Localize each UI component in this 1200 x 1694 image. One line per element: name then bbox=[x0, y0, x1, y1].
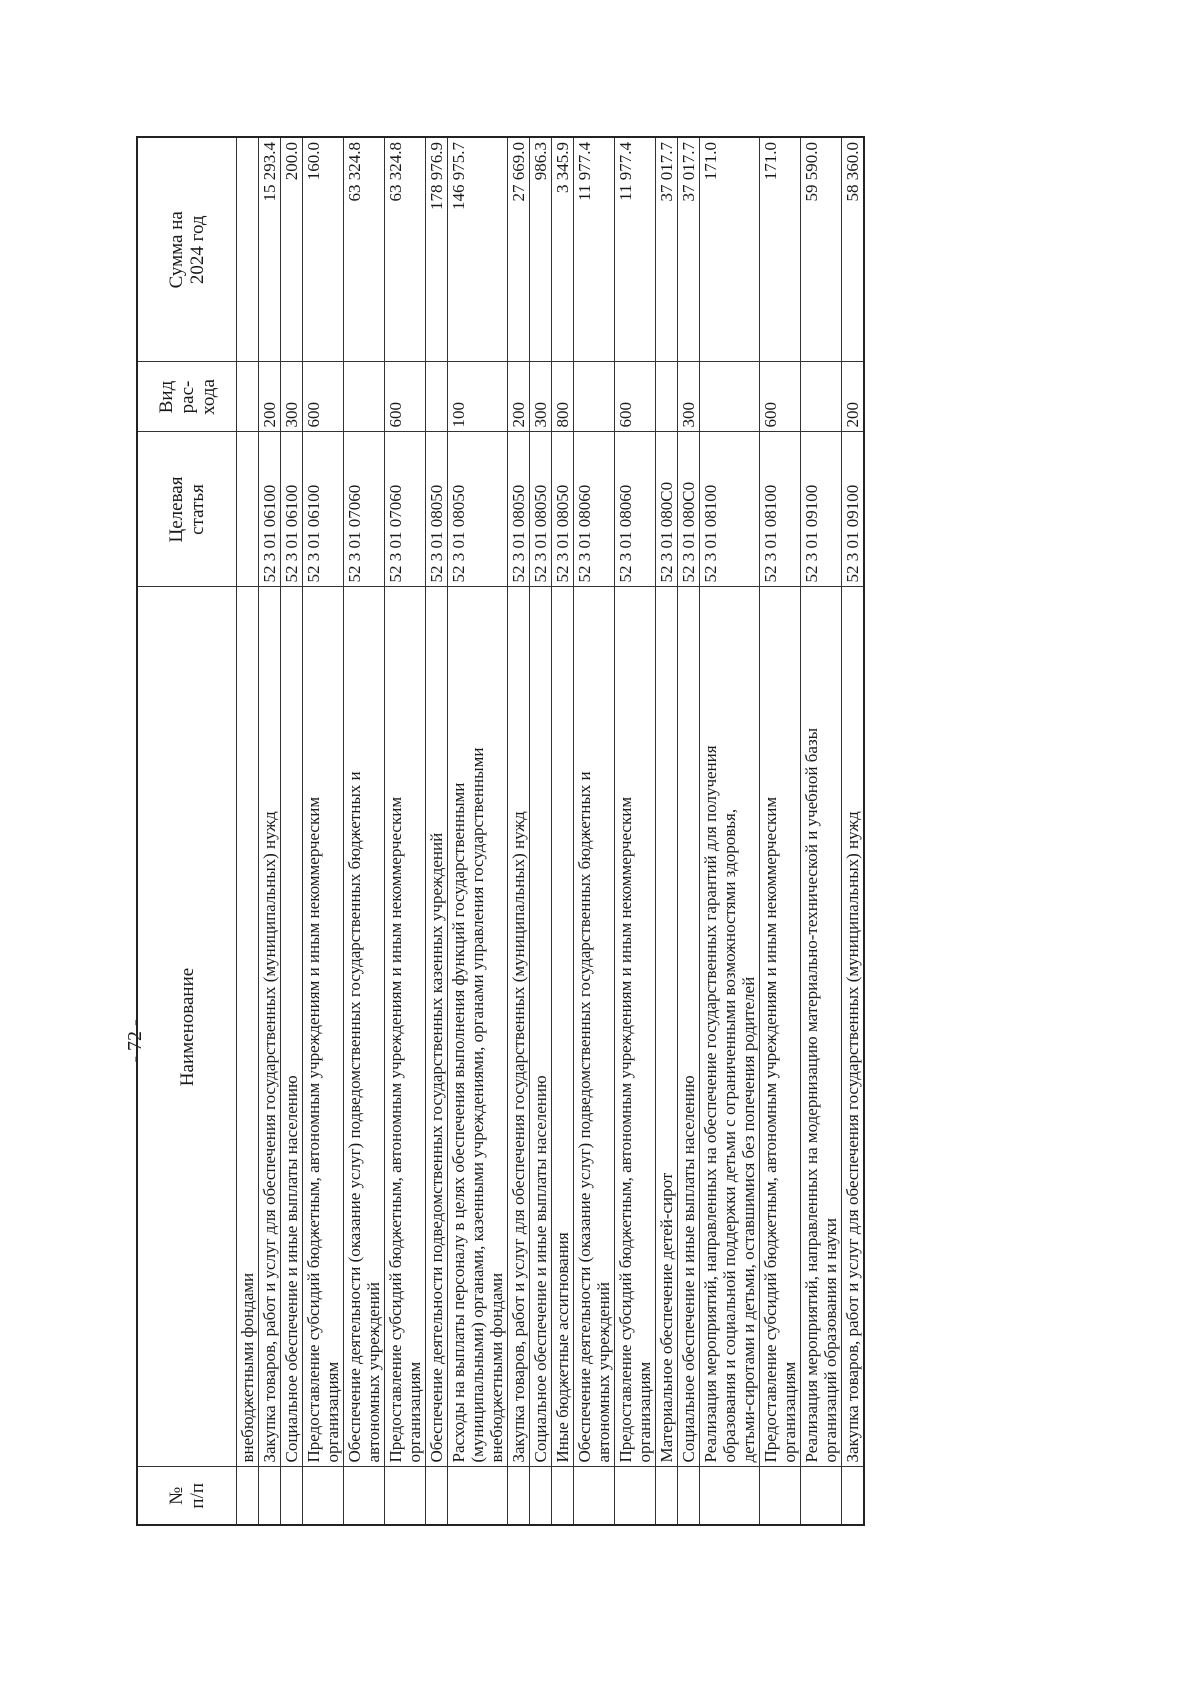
row-num bbox=[448, 1467, 508, 1525]
row-name: Социальное обеспечение и иные выплаты населению bbox=[530, 587, 552, 1467]
row-code: 52 3 01 09100 bbox=[801, 432, 842, 587]
row-sum: 58 360.0 bbox=[842, 137, 865, 362]
row-name: внебюджетными фондами bbox=[237, 587, 259, 1467]
row-num bbox=[656, 1467, 678, 1525]
row-name: Предоставление субсидий бюджетным, автономным учреждениям и иным некоммерческим организациям bbox=[760, 587, 801, 1467]
row-sum: 37 017.7 bbox=[678, 137, 700, 362]
row-name: Социальное обеспечение и иные выплаты населению bbox=[281, 587, 303, 1467]
row-code: 52 3 01 08060 bbox=[574, 432, 615, 587]
table-row bbox=[760, 137, 801, 1525]
row-name: Предоставление субсидий бюджетным, автономным учреждениям и иным некоммерческим организациям bbox=[303, 587, 344, 1467]
row-name: Реализация мероприятий, направленных на модернизацию материально-технической и учебной базы организаций образования и науки bbox=[801, 587, 842, 1467]
table-row bbox=[344, 137, 385, 1525]
row-num bbox=[426, 1467, 448, 1525]
row-sum: 37 017.7 bbox=[656, 137, 678, 362]
table-row bbox=[678, 137, 700, 1525]
row-code: 52 3 01 09100 bbox=[842, 432, 865, 587]
row-kind: 600 bbox=[760, 362, 801, 432]
table-row bbox=[801, 137, 842, 1525]
row-num bbox=[574, 1467, 615, 1525]
header-code: Целевая статья bbox=[137, 432, 237, 587]
row-kind: 100 bbox=[448, 362, 508, 432]
row-code: 52 3 01 08050 bbox=[426, 432, 448, 587]
table-row bbox=[385, 137, 426, 1525]
row-code: 52 3 01 08050 bbox=[508, 432, 530, 587]
rotated-table-container bbox=[136, 138, 1058, 1526]
table-row bbox=[842, 137, 865, 1525]
row-num bbox=[385, 1467, 426, 1525]
table-row bbox=[574, 137, 615, 1525]
row-name: Закупка товаров, работ и услуг для обеспечения государственных (муниципальных) нужд bbox=[259, 587, 281, 1467]
row-name: Расходы на выплаты персоналу в целях обеспечения выполнения функций государственными (муниципальными) органами, казенными учреждениями, органами управления государственными внебюджетными фондами bbox=[448, 587, 508, 1467]
row-kind: 600 bbox=[615, 362, 656, 432]
row-kind: 200 bbox=[259, 362, 281, 432]
row-kind bbox=[801, 362, 842, 432]
row-num bbox=[281, 1467, 303, 1525]
row-sum: 11 977.4 bbox=[615, 137, 656, 362]
row-name: Социальное обеспечение и иные выплаты населению bbox=[678, 587, 700, 1467]
table-row bbox=[303, 137, 344, 1525]
row-sum: 59 590.0 bbox=[801, 137, 842, 362]
row-num bbox=[760, 1467, 801, 1525]
row-kind: 800 bbox=[552, 362, 574, 432]
row-kind bbox=[700, 362, 760, 432]
row-kind: 300 bbox=[281, 362, 303, 432]
row-num bbox=[700, 1467, 760, 1525]
table-row bbox=[508, 137, 530, 1525]
table-row bbox=[700, 137, 760, 1525]
row-sum: 986.3 bbox=[530, 137, 552, 362]
row-sum: 11 977.4 bbox=[574, 137, 615, 362]
row-name: Закупка товаров, работ и услуг для обеспечения государственных (муниципальных) нужд bbox=[508, 587, 530, 1467]
row-sum: 160.0 bbox=[303, 137, 344, 362]
row-num bbox=[303, 1467, 344, 1525]
row-sum bbox=[237, 137, 259, 362]
row-kind: 300 bbox=[530, 362, 552, 432]
row-kind bbox=[237, 362, 259, 432]
row-sum: 146 975.7 bbox=[448, 137, 508, 362]
row-kind: 600 bbox=[385, 362, 426, 432]
row-num bbox=[508, 1467, 530, 1525]
table-row bbox=[237, 137, 259, 1525]
row-num bbox=[530, 1467, 552, 1525]
row-code bbox=[237, 432, 259, 587]
page-number: - 72 - bbox=[124, 1019, 146, 1063]
row-code: 52 3 01 08050 bbox=[552, 432, 574, 587]
row-kind bbox=[656, 362, 678, 432]
row-code: 52 3 01 06100 bbox=[259, 432, 281, 587]
table-row bbox=[615, 137, 656, 1525]
row-name: Материальное обеспечение детей-сирот bbox=[656, 587, 678, 1467]
row-num bbox=[678, 1467, 700, 1525]
row-sum: 15 293.4 bbox=[259, 137, 281, 362]
row-name: Закупка товаров, работ и услуг для обеспечения государственных (муниципальных) нужд bbox=[842, 587, 865, 1467]
row-name: Предоставление субсидий бюджетным, автономным учреждениям и иным некоммерческим организациям bbox=[385, 587, 426, 1467]
row-code: 52 3 01 08050 bbox=[530, 432, 552, 587]
row-name: Обеспечение деятельности (оказание услуг) подведомственных государственных бюджетных и автономных учреждений bbox=[344, 587, 385, 1467]
row-code: 52 3 01 07060 bbox=[385, 432, 426, 587]
table-row bbox=[259, 137, 281, 1525]
table-row bbox=[448, 137, 508, 1525]
row-name: Реализация мероприятий, направленных на обеспечение государственных гарантий для получения образования и социальной поддержки детьми с ограниченными возможностями здоровья, детьми-сиротами и детьми, оставшимися без попечения родителей bbox=[700, 587, 760, 1467]
row-code: 52 3 01 06100 bbox=[303, 432, 344, 587]
row-num bbox=[237, 1467, 259, 1525]
row-kind: 200 bbox=[842, 362, 865, 432]
row-kind bbox=[574, 362, 615, 432]
table-row bbox=[656, 137, 678, 1525]
row-name: Обеспечение деятельности (оказание услуг) подведомственных государственных бюджетных и автономных учреждений bbox=[574, 587, 615, 1467]
budget-table bbox=[136, 136, 865, 1526]
table-row bbox=[530, 137, 552, 1525]
row-sum: 63 324.8 bbox=[344, 137, 385, 362]
header-sum: Сумма на 2024 год bbox=[137, 137, 237, 362]
table-row bbox=[552, 137, 574, 1525]
row-kind: 600 bbox=[303, 362, 344, 432]
row-code: 52 3 01 08100 bbox=[760, 432, 801, 587]
row-code: 52 3 01 08100 bbox=[700, 432, 760, 587]
row-code: 52 3 01 06100 bbox=[281, 432, 303, 587]
header-name: Наименование bbox=[137, 587, 237, 1467]
row-sum: 63 324.8 bbox=[385, 137, 426, 362]
row-code: 52 3 01 080C0 bbox=[678, 432, 700, 587]
header-num: № п/п bbox=[137, 1467, 237, 1525]
row-kind: 200 bbox=[508, 362, 530, 432]
row-num bbox=[615, 1467, 656, 1525]
row-code: 52 3 01 08050 bbox=[448, 432, 508, 587]
row-code: 52 3 01 08060 bbox=[615, 432, 656, 587]
row-kind bbox=[426, 362, 448, 432]
row-num bbox=[552, 1467, 574, 1525]
row-sum: 171.0 bbox=[760, 137, 801, 362]
table-header-row bbox=[137, 137, 237, 1525]
row-sum: 3 345.9 bbox=[552, 137, 574, 362]
row-sum: 200.0 bbox=[281, 137, 303, 362]
table-row bbox=[426, 137, 448, 1525]
header-kind: Вид рас- хода bbox=[137, 362, 237, 432]
row-num bbox=[801, 1467, 842, 1525]
row-num bbox=[344, 1467, 385, 1525]
row-code: 52 3 01 080C0 bbox=[656, 432, 678, 587]
row-name: Предоставление субсидий бюджетным, автономным учреждениям и иным некоммерческим организациям bbox=[615, 587, 656, 1467]
table-row bbox=[281, 137, 303, 1525]
row-code: 52 3 01 07060 bbox=[344, 432, 385, 587]
row-name: Иные бюджетные ассигнования bbox=[552, 587, 574, 1467]
row-sum: 178 976.9 bbox=[426, 137, 448, 362]
row-sum: 27 669.0 bbox=[508, 137, 530, 362]
row-sum: 171.0 bbox=[700, 137, 760, 362]
row-kind: 300 bbox=[678, 362, 700, 432]
row-num bbox=[842, 1467, 865, 1525]
row-num bbox=[259, 1467, 281, 1525]
row-name: Обеспечение деятельности подведомственных государственных казенных учреждений bbox=[426, 587, 448, 1467]
row-kind bbox=[344, 362, 385, 432]
